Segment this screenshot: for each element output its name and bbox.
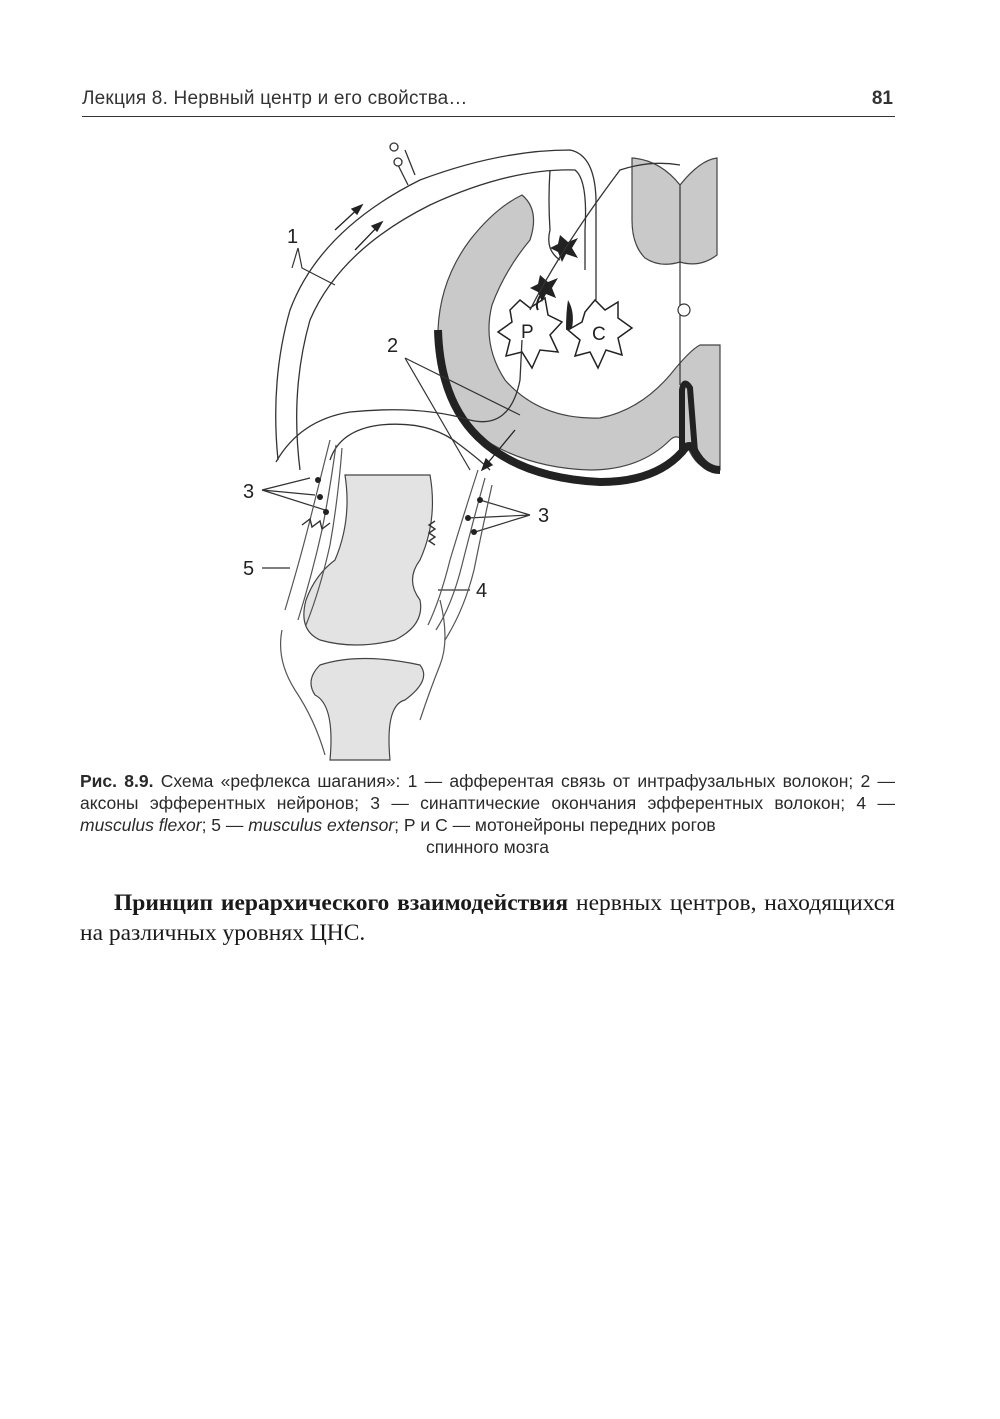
reflex-diagram (0, 120, 1000, 770)
neuron-c (568, 300, 632, 368)
label-2: 2 (387, 335, 399, 357)
chapter-title: Лекция 8. Нервный центр и его свойства… (82, 88, 468, 109)
spindle-left (302, 519, 330, 529)
neuron-c-label: С (592, 324, 606, 345)
caption-text-1: Схема «рефлекса шагания»: 1 — афферентая связь от интрафузальных волокон; 2 — аксоны эфферентных нейронов; 3 — синаптические окончания эфферентных волокон; 4 — (80, 771, 896, 813)
label-1: 1 (287, 226, 299, 248)
interneuron-upper (550, 235, 578, 262)
paragraph-bold-lead: Принцип иерархического взаимодействия (114, 890, 569, 916)
figure-8-9 (0, 120, 1000, 770)
paragraph-rest: нервных центров, находящихся на различных уровнях ЦНС. (80, 890, 895, 946)
spindle-right (429, 521, 435, 545)
spinal-cord (438, 158, 720, 482)
page-number: 81 (871, 88, 893, 109)
caption-prefix: Рис. 8.9. (80, 771, 154, 791)
neuron-r (498, 298, 562, 368)
caption-text-2: ; 5 — (201, 815, 249, 835)
running-head (82, 86, 895, 117)
label-4: 4 (476, 580, 488, 602)
label-5: 5 (243, 558, 255, 580)
interneuron-lower (530, 275, 558, 302)
body-paragraph (80, 888, 895, 948)
label-3-right: 3 (538, 505, 550, 527)
caption-last-line: спинного мозга (426, 837, 549, 857)
neuron-r-label: Р (521, 322, 534, 343)
tibia (311, 659, 424, 761)
caption-flexor: musculus flexor (80, 815, 202, 835)
label-3-left: 3 (243, 481, 255, 503)
gray-matter-dorsal-right (632, 158, 717, 264)
caption-extensor: musculus extensor (248, 815, 395, 835)
femur (304, 475, 433, 645)
limb-joint (281, 440, 492, 760)
figure-caption (80, 770, 895, 858)
caption-text-3: ; Р и С — мотонейроны передних рогов (394, 815, 716, 835)
